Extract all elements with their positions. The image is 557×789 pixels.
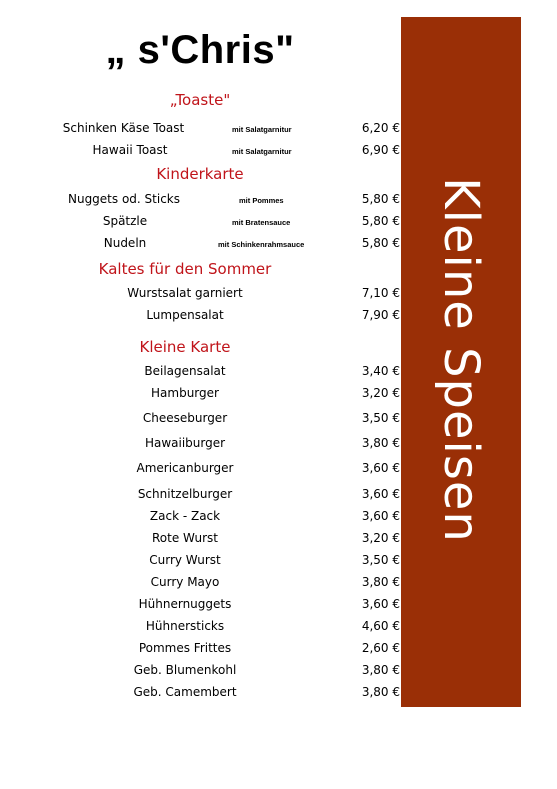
item-price: 3,60 €	[361, 461, 400, 475]
item-name: Pommes Frittes	[138, 641, 232, 655]
item-price: 3,20 €	[361, 531, 400, 545]
item-note: mit Bratensauce	[232, 218, 291, 227]
item-price: 3,80 €	[361, 575, 400, 589]
item-name: Wurstsalat garniert	[127, 286, 243, 300]
item-note: mit Schinkenrahmsauce	[218, 240, 305, 249]
item-price: 7,10 €	[361, 286, 400, 300]
item-price: 3,60 €	[361, 509, 400, 523]
item-name: Hühnersticks	[145, 619, 225, 633]
item-price: 6,90 €	[361, 143, 400, 157]
item-name: Nuggets od. Sticks	[67, 192, 180, 206]
item-price: 3,60 €	[361, 487, 400, 501]
item-name: Nudeln	[103, 236, 147, 250]
item-price: 3,50 €	[361, 411, 400, 425]
item-price: 6,20 €	[361, 121, 400, 135]
item-price: 4,60 €	[361, 619, 400, 633]
item-name: Spätzle	[102, 214, 148, 228]
item-name: Geb. Blumenkohl	[133, 663, 237, 677]
item-price: 3,80 €	[361, 436, 400, 450]
item-price: 2,60 €	[361, 641, 400, 655]
item-name: Hühnernuggets	[138, 597, 232, 611]
item-name: Schinken Käse Toast	[62, 121, 185, 135]
item-name: Hamburger	[151, 386, 219, 400]
item-name: Cheeseburger	[142, 411, 228, 425]
item-name: Schnitzelburger	[137, 487, 233, 501]
item-price: 5,80 €	[361, 192, 400, 206]
section-title-kaltes: Kaltes für den Sommer	[98, 260, 272, 278]
item-name: Zack - Zack	[149, 509, 221, 523]
menu-title: „ s'Chris"	[105, 28, 295, 72]
section-title-toaste: „Toaste"	[169, 91, 231, 109]
item-price: 3,20 €	[361, 386, 400, 400]
item-note: mit Salatgarnitur	[232, 147, 292, 156]
item-price: 7,90 €	[361, 308, 400, 322]
item-price: 3,50 €	[361, 553, 400, 567]
item-price: 5,80 €	[361, 236, 400, 250]
item-price: 3,80 €	[361, 685, 400, 699]
item-name: Curry Wurst	[149, 553, 221, 567]
section-title-kinderkarte: Kinderkarte	[156, 165, 244, 183]
item-price: 3,60 €	[361, 597, 400, 611]
section-title-kleine-karte: Kleine Karte	[139, 338, 231, 356]
item-name: Beilagensalat	[144, 364, 226, 378]
item-name: Rote Wurst	[152, 531, 218, 545]
item-name: Geb. Camembert	[133, 685, 237, 699]
item-price: 5,80 €	[361, 214, 400, 228]
item-price: 3,80 €	[361, 663, 400, 677]
side-band-title: Kleine Speisen	[433, 177, 489, 543]
item-name: Hawaiiburger	[144, 436, 226, 450]
item-note: mit Pommes	[239, 196, 284, 205]
item-name: Americanburger	[136, 461, 234, 475]
item-note: mit Salatgarnitur	[232, 125, 292, 134]
item-name: Hawaii Toast	[92, 143, 168, 157]
item-price: 3,40 €	[361, 364, 400, 378]
item-name: Curry Mayo	[150, 575, 220, 589]
item-name: Lumpensalat	[146, 308, 224, 322]
